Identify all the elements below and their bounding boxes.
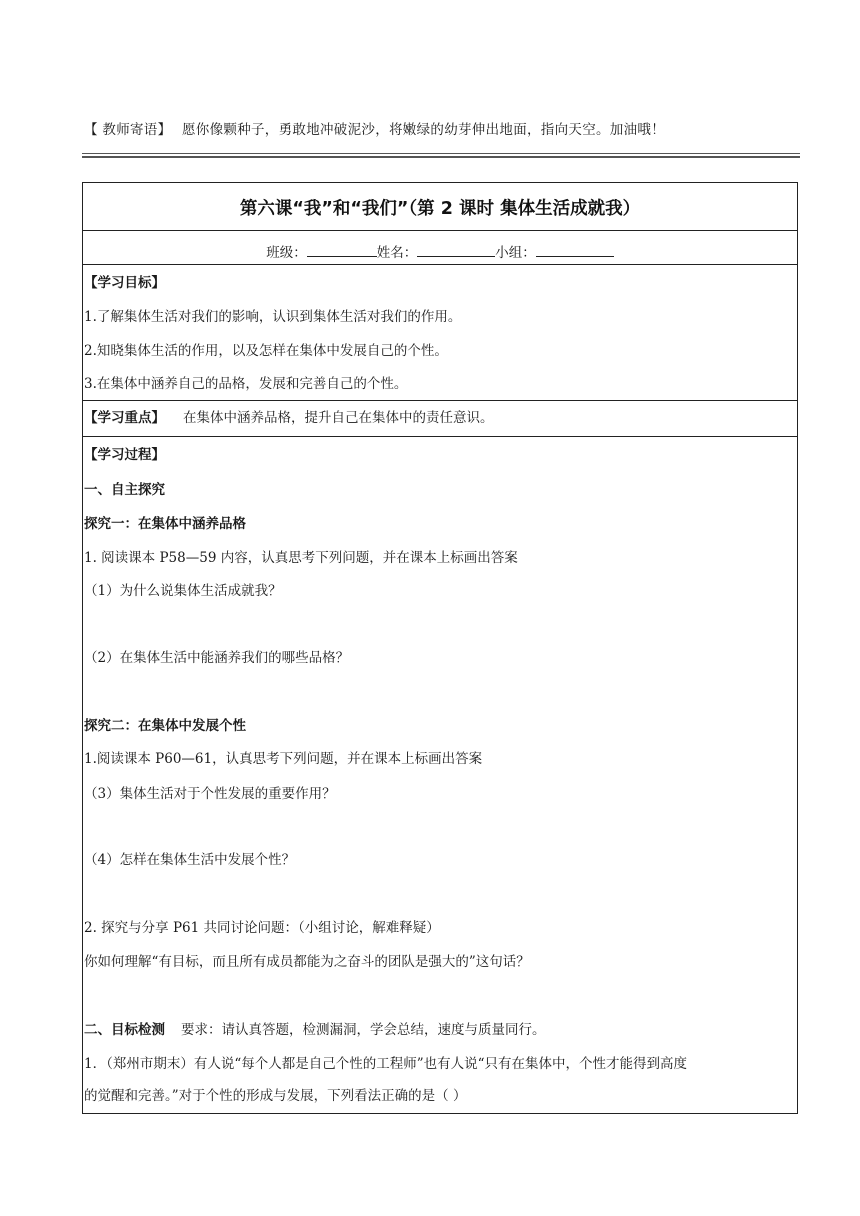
test-question-1-line2: 的觉醒和完善。”对于个性的形成与发展，下列看法正确的是（ ）	[84, 1088, 467, 1104]
objectives-heading: 【学习目标】	[84, 275, 165, 291]
question-2: （2）在集体生活中能涵养我们的哪些品格？	[84, 650, 350, 666]
name-label: 姓名：	[376, 245, 418, 261]
objective-item: 3.在集体中涵养自己的品格，发展和完善自己的个性。	[84, 376, 408, 392]
question-3: （3）集体生活对于个性发展的重要作用？	[84, 786, 336, 802]
header-rule-thin	[82, 153, 800, 154]
explore2-instruction: 1.阅读课本 P60—61，认真思考下列问题，并在课本上标画出答案	[84, 751, 483, 767]
divider	[83, 400, 797, 401]
share-question: 你如何理解“有目标，而且所有成员都能为之奋斗的团队是强大的”这句话？	[84, 954, 530, 970]
explore2-title: 探究二：在集体中发展个性	[84, 718, 246, 734]
teacher-message	[84, 118, 804, 138]
class-info-row	[83, 241, 797, 261]
question-4: （4）怎样在集体生活中发展个性？	[84, 852, 296, 868]
study-sheet	[82, 182, 798, 1114]
group-blank[interactable]	[536, 244, 614, 257]
section-self-explore: 一、自主探究	[84, 482, 165, 498]
group-label: 小组：	[495, 245, 536, 261]
question-1: （1）为什么说集体生活成就我？	[84, 583, 282, 599]
class-label: 班级：	[266, 245, 307, 261]
objective-item: 1.了解集体生活对我们的影响，认识到集体生活对我们的作用。	[84, 309, 462, 325]
key-points-row	[84, 409, 494, 427]
target-check-row	[84, 1021, 546, 1039]
target-check-requirement: 要求：请认真答题，检测漏洞，学会总结，速度与质量同行。	[181, 1022, 546, 1038]
divider	[83, 436, 797, 437]
lesson-title: 第六课“我”和“我们”（第 2 课时 集体生活成就我）	[239, 199, 641, 219]
target-check-title: 二、目标检测	[84, 1022, 165, 1038]
share-instruction: 2. 探究与分享 P61 共同讨论问题：（小组讨论，解难释疑）	[84, 920, 440, 936]
divider	[83, 230, 797, 231]
key-points-heading: 【学习重点】	[84, 410, 165, 426]
class-blank[interactable]	[307, 244, 377, 257]
process-heading: 【学习过程】	[84, 447, 165, 463]
test-question-1-line1: 1．（郑州市期末）有人说“每个人都是自己个性的工程师”也有人说“只有在集体中，个性才能得到高度	[84, 1056, 688, 1072]
explore1-instruction: 1. 阅读课本 P58—59 内容，认真思考下列问题，并在课本上标画出答案	[84, 550, 518, 566]
teacher-message-label: 【 教师寄语】	[84, 122, 172, 138]
header-rule-thick	[82, 156, 800, 158]
divider	[83, 264, 797, 265]
teacher-message-text: 愿你像颗种子，勇敢地冲破泥沙，将嫩绿的幼芽伸出地面，指向天空。加油哦！	[182, 122, 665, 138]
explore1-title: 探究一：在集体中涵养品格	[84, 516, 246, 532]
name-blank[interactable]	[417, 244, 495, 257]
objective-item: 2.知晓集体生活的作用，以及怎样在集体中发展自己的个性。	[84, 343, 448, 359]
key-points-text: 在集体中涵养品格，提升自己在集体中的责任意识。	[183, 410, 494, 426]
